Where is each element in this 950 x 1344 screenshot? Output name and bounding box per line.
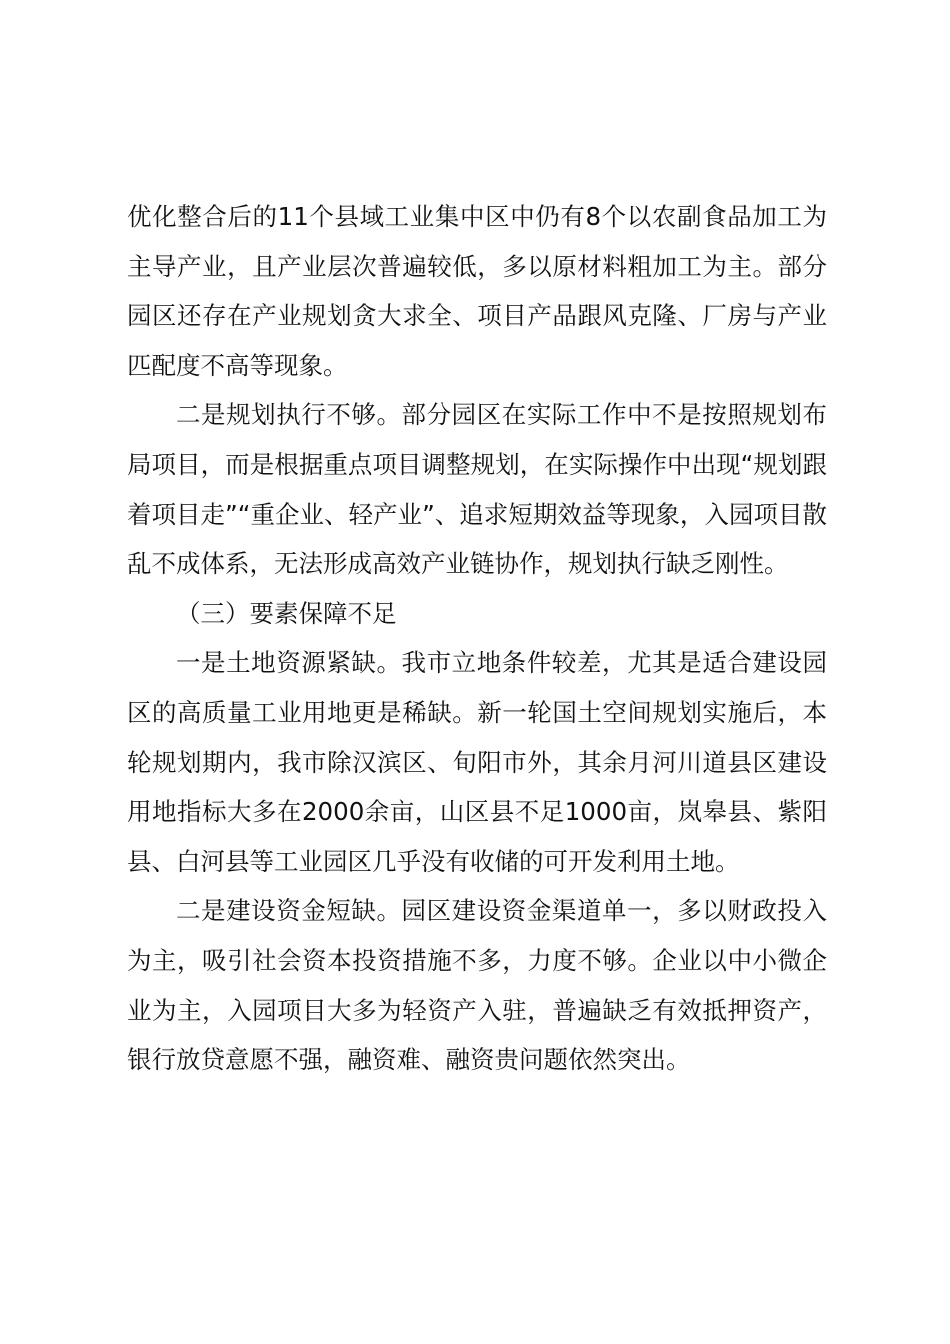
paragraph-construction-funds: 二是建设资金短缺。园区建设资金渠道单一，多以财政投入为主，吸引社会资本投资措施不多，力度不够。企业以中小微企业为主，入园项目大多为轻资产入驻，普遍缺乏有效抵押资产，银行放贷意愿不强，融资难、融资贵问题依然突出。 — [127, 896, 827, 1075]
section-heading-factor-guarantee: （三）要素保障不足 — [176, 598, 397, 628]
paragraph-planning-execution: 二是规划执行不够。部分园区在实际工作中不是按照规划布局项目，而是根据重点项目调整规划，在实际操作中出现“规划跟着项目走”“重企业、轻产业”、追求短期效益等现象，入园项目散乱不成体系，无法形成高效产业链协作，规划执行缺乏刚性。 — [127, 400, 827, 579]
paragraph-continuation: 优化整合后的11个县域工业集中区中仍有8个以农副食品加工为主导产业，且产业层次普遍较低，多以原材料粗加工为主。部分园区还存在产业规划贪大求全、项目产品跟风克隆、厂房与产业匹配度不高等现象。 — [127, 202, 827, 380]
document-body — [127, 192, 827, 1085]
paragraph-land-resources: 一是土地资源紧缺。我市立地条件较差，尤其是适合建设园区的高质量工业用地更是稀缺。新一轮国土空间规划实施后，本轮规划期内，我市除汉滨区、旬阳市外，其余月河川道县区建设用地指标大多在2000余亩，山区县不足1000亩，岚皋县、紫阳县、白河县等工业园区几乎没有收储的可开发利用土地。 — [127, 648, 827, 876]
